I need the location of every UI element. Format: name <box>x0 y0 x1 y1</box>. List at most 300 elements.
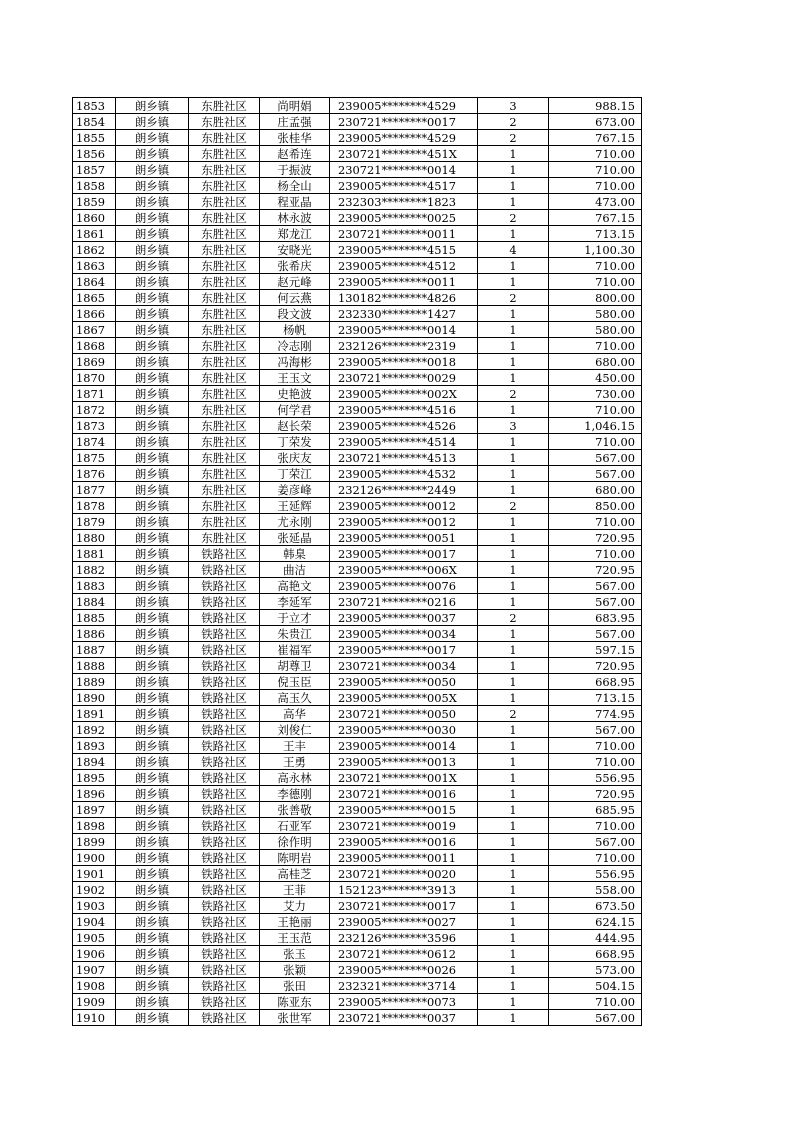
town-cell: 朗乡镇 <box>116 626 189 642</box>
community-cell: 铁路社区 <box>189 578 260 594</box>
town-cell: 朗乡镇 <box>116 898 189 914</box>
amount-cell: 567.00 <box>549 834 642 850</box>
amount-cell: 710.00 <box>549 818 642 834</box>
table-row <box>73 226 642 242</box>
name-cell: 艾力 <box>260 898 330 914</box>
town-cell: 朗乡镇 <box>116 706 189 722</box>
amount-cell: 450.00 <box>549 370 642 386</box>
table-row <box>73 386 642 402</box>
name-cell: 段文波 <box>260 306 330 322</box>
town-cell: 朗乡镇 <box>116 450 189 466</box>
table-row <box>73 914 642 930</box>
amount-cell: 567.00 <box>549 450 642 466</box>
name-cell: 尤永刚 <box>260 514 330 530</box>
amount-cell: 710.00 <box>549 162 642 178</box>
amount-cell: 580.00 <box>549 322 642 338</box>
row-number-cell: 1884 <box>73 594 116 610</box>
row-number-cell: 1909 <box>73 994 116 1010</box>
table-row <box>73 354 642 370</box>
table-row <box>73 786 642 802</box>
table-row <box>73 770 642 786</box>
town-cell: 朗乡镇 <box>116 306 189 322</box>
row-number-cell: 1872 <box>73 402 116 418</box>
community-cell: 铁路社区 <box>189 850 260 866</box>
id-number-cell: 230721********0612 <box>330 946 478 962</box>
row-number-cell: 1886 <box>73 626 116 642</box>
name-cell: 陈亚东 <box>260 994 330 1010</box>
table-row <box>73 738 642 754</box>
id-number-cell: 230721********0019 <box>330 818 478 834</box>
community-cell: 东胜社区 <box>189 242 260 258</box>
town-cell: 朗乡镇 <box>116 594 189 610</box>
table-row <box>73 130 642 146</box>
row-number-cell: 1897 <box>73 802 116 818</box>
id-number-cell: 239005********0018 <box>330 354 478 370</box>
community-cell: 东胜社区 <box>189 178 260 194</box>
amount-cell: 710.00 <box>549 546 642 562</box>
household-size-cell: 1 <box>478 306 549 322</box>
row-number-cell: 1899 <box>73 834 116 850</box>
name-cell: 石亚军 <box>260 818 330 834</box>
amount-cell: 710.00 <box>549 994 642 1010</box>
id-number-cell: 239005********0011 <box>330 274 478 290</box>
row-number-cell: 1907 <box>73 962 116 978</box>
name-cell: 张希庆 <box>260 258 330 274</box>
name-cell: 张庆友 <box>260 450 330 466</box>
id-number-cell: 239005********4515 <box>330 242 478 258</box>
town-cell: 朗乡镇 <box>116 434 189 450</box>
town-cell: 朗乡镇 <box>116 466 189 482</box>
table-row <box>73 466 642 482</box>
row-number-cell: 1865 <box>73 290 116 306</box>
name-cell: 张田 <box>260 978 330 994</box>
amount-cell: 673.00 <box>549 114 642 130</box>
town-cell: 朗乡镇 <box>116 562 189 578</box>
name-cell: 张善敬 <box>260 802 330 818</box>
table-row <box>73 434 642 450</box>
community-cell: 东胜社区 <box>189 146 260 162</box>
town-cell: 朗乡镇 <box>116 386 189 402</box>
town-cell: 朗乡镇 <box>116 130 189 146</box>
community-cell: 铁路社区 <box>189 994 260 1010</box>
row-number-cell: 1888 <box>73 658 116 674</box>
amount-cell: 680.00 <box>549 482 642 498</box>
household-size-cell: 1 <box>478 626 549 642</box>
household-size-cell: 1 <box>478 322 549 338</box>
row-number-cell: 1869 <box>73 354 116 370</box>
table-row <box>73 498 642 514</box>
id-number-cell: 239005********0050 <box>330 674 478 690</box>
row-number-cell: 1900 <box>73 850 116 866</box>
household-size-cell: 2 <box>478 498 549 514</box>
table-row <box>73 530 642 546</box>
table-row <box>73 162 642 178</box>
name-cell: 郑龙江 <box>260 226 330 242</box>
row-number-cell: 1904 <box>73 914 116 930</box>
household-size-cell: 1 <box>478 370 549 386</box>
town-cell: 朗乡镇 <box>116 994 189 1010</box>
name-cell: 高华 <box>260 706 330 722</box>
community-cell: 东胜社区 <box>189 418 260 434</box>
row-number-cell: 1906 <box>73 946 116 962</box>
town-cell: 朗乡镇 <box>116 402 189 418</box>
row-number-cell: 1891 <box>73 706 116 722</box>
id-number-cell: 230721********0020 <box>330 866 478 882</box>
community-cell: 东胜社区 <box>189 386 260 402</box>
name-cell: 于振波 <box>260 162 330 178</box>
household-size-cell: 1 <box>478 834 549 850</box>
community-cell: 铁路社区 <box>189 690 260 706</box>
row-number-cell: 1862 <box>73 242 116 258</box>
community-cell: 铁路社区 <box>189 546 260 562</box>
table-row <box>73 866 642 882</box>
name-cell: 王艳丽 <box>260 914 330 930</box>
table-row <box>73 626 642 642</box>
household-size-cell: 2 <box>478 210 549 226</box>
amount-cell: 720.95 <box>549 658 642 674</box>
household-size-cell: 1 <box>478 530 549 546</box>
row-number-cell: 1894 <box>73 754 116 770</box>
community-cell: 铁路社区 <box>189 610 260 626</box>
row-number-cell: 1866 <box>73 306 116 322</box>
town-cell: 朗乡镇 <box>116 274 189 290</box>
table-row <box>73 194 642 210</box>
community-cell: 铁路社区 <box>189 642 260 658</box>
community-cell: 东胜社区 <box>189 450 260 466</box>
row-number-cell: 1887 <box>73 642 116 658</box>
community-cell: 铁路社区 <box>189 1010 260 1026</box>
table-row <box>73 658 642 674</box>
amount-cell: 567.00 <box>549 466 642 482</box>
household-size-cell: 1 <box>478 962 549 978</box>
household-size-cell: 1 <box>478 786 549 802</box>
id-number-cell: 239005********0076 <box>330 578 478 594</box>
table-row <box>73 146 642 162</box>
town-cell: 朗乡镇 <box>116 290 189 306</box>
household-size-cell: 1 <box>478 754 549 770</box>
name-cell: 程亚晶 <box>260 194 330 210</box>
id-number-cell: 239005********0017 <box>330 642 478 658</box>
amount-cell: 567.00 <box>549 594 642 610</box>
town-cell: 朗乡镇 <box>116 418 189 434</box>
household-size-cell: 1 <box>478 354 549 370</box>
community-cell: 铁路社区 <box>189 738 260 754</box>
name-cell: 王勇 <box>260 754 330 770</box>
town-cell: 朗乡镇 <box>116 98 189 114</box>
name-cell: 王丰 <box>260 738 330 754</box>
community-cell: 铁路社区 <box>189 754 260 770</box>
household-size-cell: 1 <box>478 578 549 594</box>
town-cell: 朗乡镇 <box>116 322 189 338</box>
id-number-cell: 239005********0011 <box>330 850 478 866</box>
community-cell: 铁路社区 <box>189 674 260 690</box>
amount-cell: 710.00 <box>549 754 642 770</box>
household-size-cell: 1 <box>478 946 549 962</box>
name-cell: 林永波 <box>260 210 330 226</box>
table-row <box>73 706 642 722</box>
table-row <box>73 674 642 690</box>
id-number-cell: 239005********0016 <box>330 834 478 850</box>
community-cell: 东胜社区 <box>189 498 260 514</box>
amount-cell: 767.15 <box>549 130 642 146</box>
id-number-cell: 230721********0029 <box>330 370 478 386</box>
community-cell: 东胜社区 <box>189 130 260 146</box>
town-cell: 朗乡镇 <box>116 194 189 210</box>
name-cell: 赵希连 <box>260 146 330 162</box>
community-cell: 铁路社区 <box>189 978 260 994</box>
community-cell: 东胜社区 <box>189 402 260 418</box>
community-cell: 铁路社区 <box>189 882 260 898</box>
household-size-cell: 1 <box>478 194 549 210</box>
row-number-cell: 1898 <box>73 818 116 834</box>
community-cell: 铁路社区 <box>189 594 260 610</box>
row-number-cell: 1880 <box>73 530 116 546</box>
table-row <box>73 514 642 530</box>
household-size-cell: 1 <box>478 402 549 418</box>
id-number-cell: 239005********4529 <box>330 98 478 114</box>
id-number-cell: 232126********2449 <box>330 482 478 498</box>
amount-cell: 567.00 <box>549 626 642 642</box>
household-size-cell: 1 <box>478 466 549 482</box>
name-cell: 陈明岩 <box>260 850 330 866</box>
table-row <box>73 802 642 818</box>
community-cell: 东胜社区 <box>189 98 260 114</box>
household-size-cell: 1 <box>478 546 549 562</box>
row-number-cell: 1861 <box>73 226 116 242</box>
row-number-cell: 1858 <box>73 178 116 194</box>
name-cell: 李德刚 <box>260 786 330 802</box>
name-cell: 张延晶 <box>260 530 330 546</box>
row-number-cell: 1875 <box>73 450 116 466</box>
town-cell: 朗乡镇 <box>116 242 189 258</box>
amount-cell: 710.00 <box>549 514 642 530</box>
town-cell: 朗乡镇 <box>116 610 189 626</box>
name-cell: 冷志刚 <box>260 338 330 354</box>
id-number-cell: 239005********4514 <box>330 434 478 450</box>
row-number-cell: 1905 <box>73 930 116 946</box>
table-row <box>73 370 642 386</box>
community-cell: 东胜社区 <box>189 338 260 354</box>
name-cell: 胡尊卫 <box>260 658 330 674</box>
name-cell: 冯海彬 <box>260 354 330 370</box>
table-row <box>73 258 642 274</box>
row-number-cell: 1883 <box>73 578 116 594</box>
table-row <box>73 578 642 594</box>
amount-cell: 567.00 <box>549 722 642 738</box>
town-cell: 朗乡镇 <box>116 354 189 370</box>
town-cell: 朗乡镇 <box>116 258 189 274</box>
id-number-cell: 230721********4513 <box>330 450 478 466</box>
id-number-cell: 232330********1427 <box>330 306 478 322</box>
household-size-cell: 2 <box>478 290 549 306</box>
id-number-cell: 239005********0037 <box>330 610 478 626</box>
name-cell: 姜彦峰 <box>260 482 330 498</box>
row-number-cell: 1881 <box>73 546 116 562</box>
id-number-cell: 239005********4529 <box>330 130 478 146</box>
id-number-cell: 239005********006X <box>330 562 478 578</box>
id-number-cell: 232303********1823 <box>330 194 478 210</box>
town-cell: 朗乡镇 <box>116 738 189 754</box>
name-cell: 赵长荣 <box>260 418 330 434</box>
id-number-cell: 239005********0073 <box>330 994 478 1010</box>
id-number-cell: 230721********0016 <box>330 786 478 802</box>
name-cell: 史艳波 <box>260 386 330 402</box>
household-size-cell: 1 <box>478 866 549 882</box>
town-cell: 朗乡镇 <box>116 818 189 834</box>
row-number-cell: 1893 <box>73 738 116 754</box>
household-size-cell: 1 <box>478 434 549 450</box>
row-number-cell: 1857 <box>73 162 116 178</box>
row-number-cell: 1902 <box>73 882 116 898</box>
id-number-cell: 239005********0013 <box>330 754 478 770</box>
row-number-cell: 1874 <box>73 434 116 450</box>
town-cell: 朗乡镇 <box>116 978 189 994</box>
amount-cell: 558.00 <box>549 882 642 898</box>
town-cell: 朗乡镇 <box>116 514 189 530</box>
name-cell: 崔福军 <box>260 642 330 658</box>
name-cell: 何学君 <box>260 402 330 418</box>
row-number-cell: 1870 <box>73 370 116 386</box>
name-cell: 赵元峰 <box>260 274 330 290</box>
household-size-cell: 1 <box>478 642 549 658</box>
community-cell: 东胜社区 <box>189 290 260 306</box>
community-cell: 东胜社区 <box>189 226 260 242</box>
amount-cell: 624.15 <box>549 914 642 930</box>
id-number-cell: 230721********0011 <box>330 226 478 242</box>
amount-cell: 580.00 <box>549 306 642 322</box>
household-size-cell: 2 <box>478 386 549 402</box>
row-number-cell: 1871 <box>73 386 116 402</box>
household-size-cell: 1 <box>478 914 549 930</box>
household-size-cell: 2 <box>478 130 549 146</box>
town-cell: 朗乡镇 <box>116 226 189 242</box>
amount-cell: 713.15 <box>549 690 642 706</box>
community-cell: 铁路社区 <box>189 658 260 674</box>
town-cell: 朗乡镇 <box>116 850 189 866</box>
household-size-cell: 1 <box>478 770 549 786</box>
town-cell: 朗乡镇 <box>116 962 189 978</box>
household-size-cell: 1 <box>478 674 549 690</box>
id-number-cell: 130182********4826 <box>330 290 478 306</box>
table-row <box>73 818 642 834</box>
row-number-cell: 1889 <box>73 674 116 690</box>
household-size-cell: 2 <box>478 706 549 722</box>
id-number-cell: 232126********3596 <box>330 930 478 946</box>
row-number-cell: 1910 <box>73 1010 116 1026</box>
community-cell: 铁路社区 <box>189 722 260 738</box>
table-row <box>73 946 642 962</box>
id-number-cell: 230721********0050 <box>330 706 478 722</box>
id-number-cell: 239005********0034 <box>330 626 478 642</box>
community-cell: 东胜社区 <box>189 194 260 210</box>
table-row <box>73 850 642 866</box>
name-cell: 杨帆 <box>260 322 330 338</box>
town-cell: 朗乡镇 <box>116 578 189 594</box>
amount-cell: 850.00 <box>549 498 642 514</box>
community-cell: 铁路社区 <box>189 898 260 914</box>
table-row <box>73 898 642 914</box>
community-cell: 东胜社区 <box>189 162 260 178</box>
town-cell: 朗乡镇 <box>116 178 189 194</box>
name-cell: 王玉文 <box>260 370 330 386</box>
id-number-cell: 239005********0017 <box>330 546 478 562</box>
community-cell: 铁路社区 <box>189 914 260 930</box>
row-number-cell: 1885 <box>73 610 116 626</box>
name-cell: 杨全山 <box>260 178 330 194</box>
id-number-cell: 239005********0051 <box>330 530 478 546</box>
community-cell: 东胜社区 <box>189 210 260 226</box>
amount-cell: 444.95 <box>549 930 642 946</box>
community-cell: 铁路社区 <box>189 866 260 882</box>
amount-cell: 710.00 <box>549 274 642 290</box>
amount-cell: 710.00 <box>549 258 642 274</box>
amount-cell: 683.95 <box>549 610 642 626</box>
row-number-cell: 1908 <box>73 978 116 994</box>
household-size-cell: 1 <box>478 514 549 530</box>
community-cell: 铁路社区 <box>189 770 260 786</box>
name-cell: 庄孟强 <box>260 114 330 130</box>
household-size-cell: 4 <box>478 242 549 258</box>
id-number-cell: 239005********0014 <box>330 322 478 338</box>
household-size-cell: 1 <box>478 258 549 274</box>
table-row <box>73 290 642 306</box>
table-row <box>73 882 642 898</box>
town-cell: 朗乡镇 <box>116 914 189 930</box>
id-number-cell: 230721********451X <box>330 146 478 162</box>
id-number-cell: 239005********0015 <box>330 802 478 818</box>
row-number-cell: 1856 <box>73 146 116 162</box>
name-cell: 高永林 <box>260 770 330 786</box>
amount-cell: 720.95 <box>549 530 642 546</box>
table-row <box>73 450 642 466</box>
amount-cell: 473.00 <box>549 194 642 210</box>
amount-cell: 710.00 <box>549 178 642 194</box>
community-cell: 铁路社区 <box>189 962 260 978</box>
name-cell: 王延辉 <box>260 498 330 514</box>
id-number-cell: 239005********4526 <box>330 418 478 434</box>
table-row <box>73 322 642 338</box>
town-cell: 朗乡镇 <box>116 690 189 706</box>
row-number-cell: 1882 <box>73 562 116 578</box>
id-number-cell: 230721********0017 <box>330 898 478 914</box>
town-cell: 朗乡镇 <box>116 802 189 818</box>
amount-cell: 567.00 <box>549 1010 642 1026</box>
community-cell: 东胜社区 <box>189 114 260 130</box>
name-cell: 张世军 <box>260 1010 330 1026</box>
allowance-table <box>72 97 642 1026</box>
id-number-cell: 230721********0034 <box>330 658 478 674</box>
row-number-cell: 1876 <box>73 466 116 482</box>
id-number-cell: 239005********0012 <box>330 498 478 514</box>
id-number-cell: 239005********005X <box>330 690 478 706</box>
name-cell: 张玉 <box>260 946 330 962</box>
town-cell: 朗乡镇 <box>116 770 189 786</box>
table-row <box>73 338 642 354</box>
table-row <box>73 482 642 498</box>
amount-cell: 673.50 <box>549 898 642 914</box>
row-number-cell: 1854 <box>73 114 116 130</box>
table-row <box>73 978 642 994</box>
amount-cell: 710.00 <box>549 434 642 450</box>
table-row <box>73 274 642 290</box>
household-size-cell: 2 <box>478 114 549 130</box>
table-row <box>73 546 642 562</box>
amount-cell: 713.15 <box>549 226 642 242</box>
community-cell: 东胜社区 <box>189 274 260 290</box>
town-cell: 朗乡镇 <box>116 642 189 658</box>
community-cell: 东胜社区 <box>189 370 260 386</box>
amount-cell: 710.00 <box>549 402 642 418</box>
